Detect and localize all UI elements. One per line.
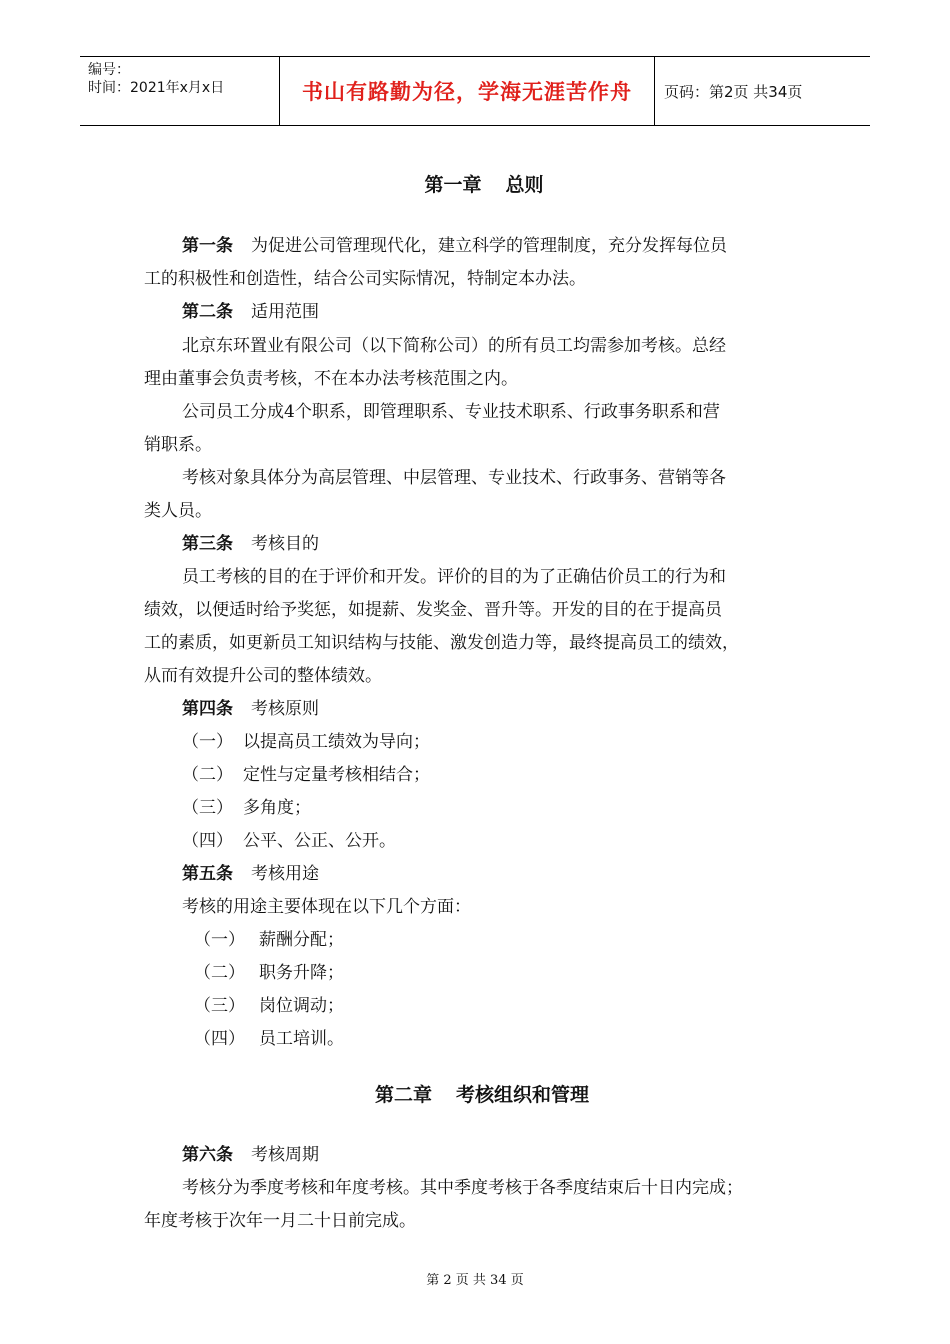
article-6-line-2: 年度考核于次年一月二十日前完成。 [144,1211,416,1231]
article-1-line-1 [182,235,727,257]
article-5-title: 考核用途 [251,864,319,884]
principle-text: 公平、公正、公开。 [243,831,396,851]
principle-num: （二） [182,765,233,785]
principle-item [182,797,311,819]
usage-text: 岗位调动； [259,996,344,1016]
chapter-1-title: 总则 [505,174,544,196]
article-3-title: 考核目的 [251,534,319,554]
article-1-label: 第一条 [182,236,233,256]
article-4-heading [182,698,319,720]
article-1-text-2: 工的积极性和创造性，结合公司实际情况，特制定本办法。 [144,269,586,289]
principle-num: （四） [182,831,233,851]
article-1-text-1: 为促进公司管理现代化，建立科学的管理制度，充分发挥每位员 [251,236,727,256]
usage-text: 薪酬分配； [259,930,344,950]
article-3-line-2: 绩效，以便适时给予奖惩，如提薪、发奖金、晋升等。开发的目的在于提高员 [144,600,722,620]
chapter-2-title: 考核组织和管理 [456,1084,590,1106]
chapter-1-number: 第一章 [424,174,482,196]
article-5-intro: 考核的用途主要体现在以下几个方面： [182,897,471,917]
usage-num: （四） [194,1029,245,1049]
usage-num: （三） [194,996,245,1016]
article-2-heading [182,301,319,323]
article-2-para-3b: 类人员。 [144,501,212,521]
document-number-label: 编号： [88,62,130,78]
principle-text: 以提高员工绩效为导向； [243,732,430,752]
article-6-title: 考核周期 [251,1145,319,1165]
article-5-heading [182,863,319,885]
article-2-para-3a: 考核对象具体分为高层管理、中层管理、专业技术、行政事务、营销等各 [182,468,726,488]
usage-item [194,1028,344,1050]
article-4-title: 考核原则 [251,699,319,719]
article-4-label: 第四条 [182,699,233,719]
article-3-heading [182,533,319,555]
usage-num: （二） [194,963,245,983]
principle-item [182,764,430,786]
usage-num: （一） [194,930,245,950]
principle-item [182,830,396,852]
usage-item [194,995,344,1017]
usage-text: 职务升降； [259,963,344,983]
article-3-line-1: 员工考核的目的在于评价和开发。评价的目的为了正确估价员工的行为和 [182,567,726,587]
chapter-1-heading [144,170,824,197]
article-3-label: 第三条 [182,534,233,554]
principle-num: （一） [182,732,233,752]
header-motto: 书山有路勤为径，学海无涯苦作舟 [302,80,632,104]
page-header [80,56,870,126]
document-time: 时间：2021年x月x日 [88,80,225,96]
principle-text: 定性与定量考核相结合； [243,765,430,785]
article-2-para-1b: 理由董事会负责考核，不在本办法考核范围之内。 [144,369,518,389]
article-2-para-1a: 北京东环置业有限公司（以下简称公司）的所有员工均需参加考核。总经 [182,336,726,356]
page-footer: 第 2 页 共 34 页 [426,1273,524,1288]
usage-item [194,962,344,984]
usage-item [194,929,344,951]
header-meta [80,57,280,125]
chapter-2-heading [142,1080,822,1107]
article-6-label: 第六条 [182,1145,233,1165]
principle-num: （三） [182,798,233,818]
header-motto-cell [280,57,655,125]
article-3-line-4: 从而有效提升公司的整体绩效。 [144,666,382,686]
article-2-label: 第二条 [182,302,233,322]
header-page-info: 页码：第2页 共34页 [664,82,803,101]
principle-text: 多角度； [243,798,311,818]
principle-item [182,731,430,753]
article-6-line-1: 考核分为季度考核和年度考核。其中季度考核于各季度结束后十日内完成； [182,1178,743,1198]
article-2-para-2a: 公司员工分成4个职系，即管理职系、专业技术职系、行政事务职系和营 [182,402,720,422]
chapter-2-number: 第二章 [374,1084,432,1106]
article-3-line-3: 工的素质，如更新员工知识结构与技能、激发创造力等，最终提高员工的绩效， [144,633,739,653]
article-2-title: 适用范围 [251,302,319,322]
article-5-label: 第五条 [182,864,233,884]
article-2-para-2b: 销职系。 [144,435,212,455]
usage-text: 员工培训。 [259,1029,344,1049]
article-6-heading [182,1144,319,1166]
